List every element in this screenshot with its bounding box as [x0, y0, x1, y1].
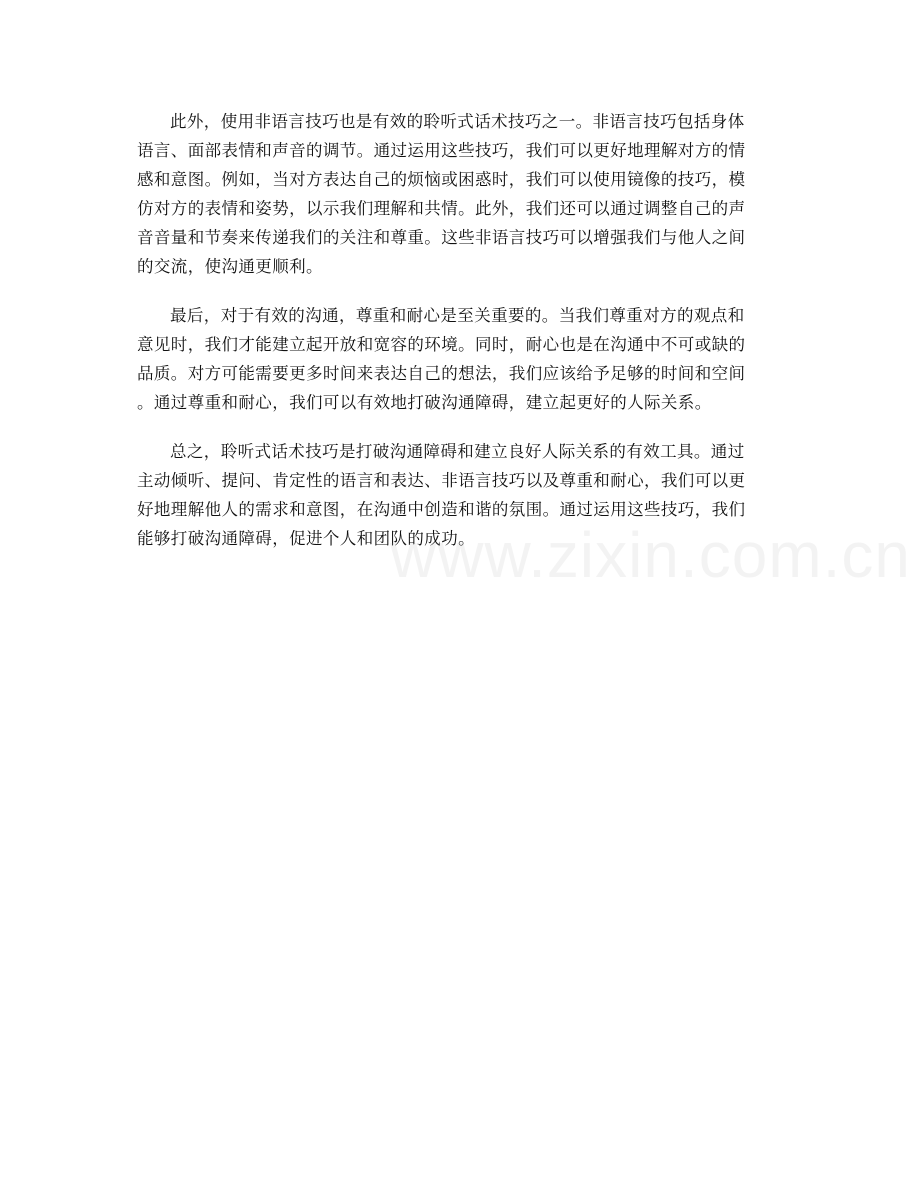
paragraph-conclusion — [137, 437, 793, 553]
paragraph-line: 意见时，我们才能建立起开放和宽容的环境。同时，耐心也是在沟通中不可或缺的 — [137, 335, 746, 354]
paragraph-line: 最后，对于有效的沟通，尊重和耐心是至关重要的。当我们尊重对方的观点和 — [170, 306, 745, 325]
paragraph-line: 感和意图。例如，当对方表达自己的烦恼或困惑时，我们可以使用镜像的技巧，模 — [137, 170, 746, 189]
paragraph-line: 的交流，使沟通更顺利。 — [137, 257, 323, 276]
paragraph-line: 仿对方的表情和姿势，以示我们理解和共情。此外，我们还可以通过调整自己的声 — [137, 199, 746, 218]
watermark: www.zixin.com.cn — [390, 519, 911, 591]
paragraph-line: 品质。对方可能需要更多时间来表达自己的想法，我们应该给予足够的时间和空间 — [137, 364, 746, 383]
paragraph-line: 总之，聆听式话术技巧是打破沟通障碍和建立良好人际关系的有效工具。通过 — [170, 442, 745, 461]
paragraph-line: 此外，使用非语言技巧也是有效的聆听式话术技巧之一。非语言技巧包括身体 — [170, 112, 745, 131]
paragraph-line: 语言、面部表情和声音的调节。通过运用这些技巧，我们可以更好地理解对方的情 — [137, 141, 746, 160]
paragraph-line: 音音量和节奏来传递我们的关注和尊重。这些非语言技巧可以增强我们与他人之间 — [137, 228, 746, 247]
paragraph-line: 能够打破沟通障碍，促进个人和团队的成功。 — [137, 529, 475, 548]
paragraph-line: 。通过尊重和耐心，我们可以有效地打破沟通障碍，建立起更好的人际关系。 — [137, 393, 712, 412]
paragraph-line: 好地理解他人的需求和意图，在沟通中创造和谐的氛围。通过运用这些技巧，我们 — [137, 500, 746, 519]
paragraph-line: 主动倾听、提问、肯定性的语言和表达、非语言技巧以及尊重和耐心，我们可以更 — [137, 471, 746, 490]
paragraph-respect-patience — [137, 301, 793, 417]
paragraph-nonverbal-skills — [137, 107, 793, 281]
document-body — [137, 107, 793, 573]
